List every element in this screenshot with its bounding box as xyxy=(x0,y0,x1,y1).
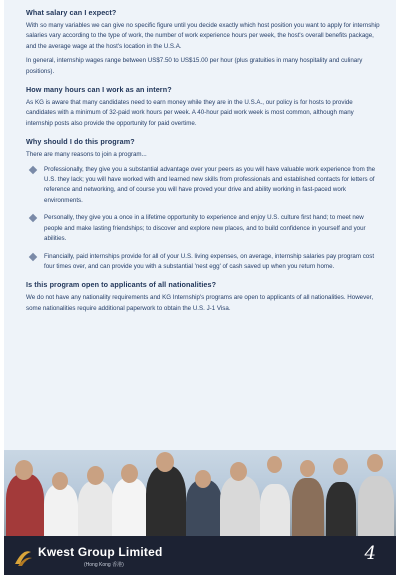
faq-salary xyxy=(26,8,382,77)
group-photo xyxy=(4,450,396,536)
faq-heading: Is this program open to applicants of all nationalities? xyxy=(26,280,217,290)
faq-heading: What salary can I expect? xyxy=(26,8,117,17)
faq-heading: Why should I do this program? xyxy=(26,137,135,147)
faq-why-program xyxy=(26,137,382,272)
reason-text: Financially, paid internships provide for all of your U.S. living expenses, on average, internship salaries pay program cost four times over, and can provide you with a substantial 'nest egg' of cash saved up when you return home. xyxy=(44,252,375,270)
kwest-logo-icon xyxy=(12,546,34,568)
company-subtitle: (Hong Kong 香港) xyxy=(84,562,124,568)
diamond-bullet-icon xyxy=(29,214,37,222)
faq-content xyxy=(26,8,382,322)
faq-paragraph: In general, internship wages range between US$7.50 to US$15.00 per hour (plus gratuities in many hospitality and culinary positions). xyxy=(26,57,363,75)
brochure-page xyxy=(4,0,396,575)
faq-heading: How many hours can I work as an intern? xyxy=(26,85,172,95)
diamond-bullet-icon xyxy=(29,252,37,260)
faq-paragraph: As KG is aware that many candidates need to earn money while they are in the U.S.A., our policy is for hosts to provide candidates with a minimum of 32-paid work hours per week. A 40-hour paid work week is most common, although many internship posts also provide the opportunity for paid overtime. xyxy=(26,99,354,127)
faq-paragraph: With so many variables we can give no specific figure until you decide exactly which host position you want to apply for internship salaries vary according to the type of work, the number of work experience hours per week, the host's overall benefits package, and the average wage at the host's location in the U.S.A. xyxy=(26,22,380,50)
reason-personal xyxy=(26,213,382,244)
reasons-list xyxy=(26,165,382,273)
reason-professional xyxy=(26,165,382,207)
faq-paragraph: We do not have any nationality requirements and KG Internship's programs are open to applicants of all nationalities. However, some nationalities require additional paperwork to obtain the U.S. J-1 Visa. xyxy=(26,294,374,312)
faq-nationalities xyxy=(26,280,382,314)
faq-hours xyxy=(26,85,382,129)
reason-text: Professionally, they give you a substantial advantage over your peers as you will have valuable work experience from the U.S. they lack; you will have worked with and learned new skills from professionals and established contacts for letters of reference and networking, and of course you will have proved your drive and ability working in fast-paced work environments. xyxy=(44,165,376,204)
company-name: Kwest Group Limited xyxy=(38,545,163,559)
reason-financial xyxy=(26,252,382,273)
reason-text: Personally, they give you a once in a lifetime opportunity to experience and enjoy U.S. culture first hand; to meet new people and make lasting friendships; to discover and explore new places, and to build confidence in yourself and your abilities. xyxy=(44,214,366,243)
page-number: 4 xyxy=(364,543,376,564)
diamond-bullet-icon xyxy=(29,165,37,173)
faq-paragraph: There are many reasons to join a program... xyxy=(26,151,147,159)
